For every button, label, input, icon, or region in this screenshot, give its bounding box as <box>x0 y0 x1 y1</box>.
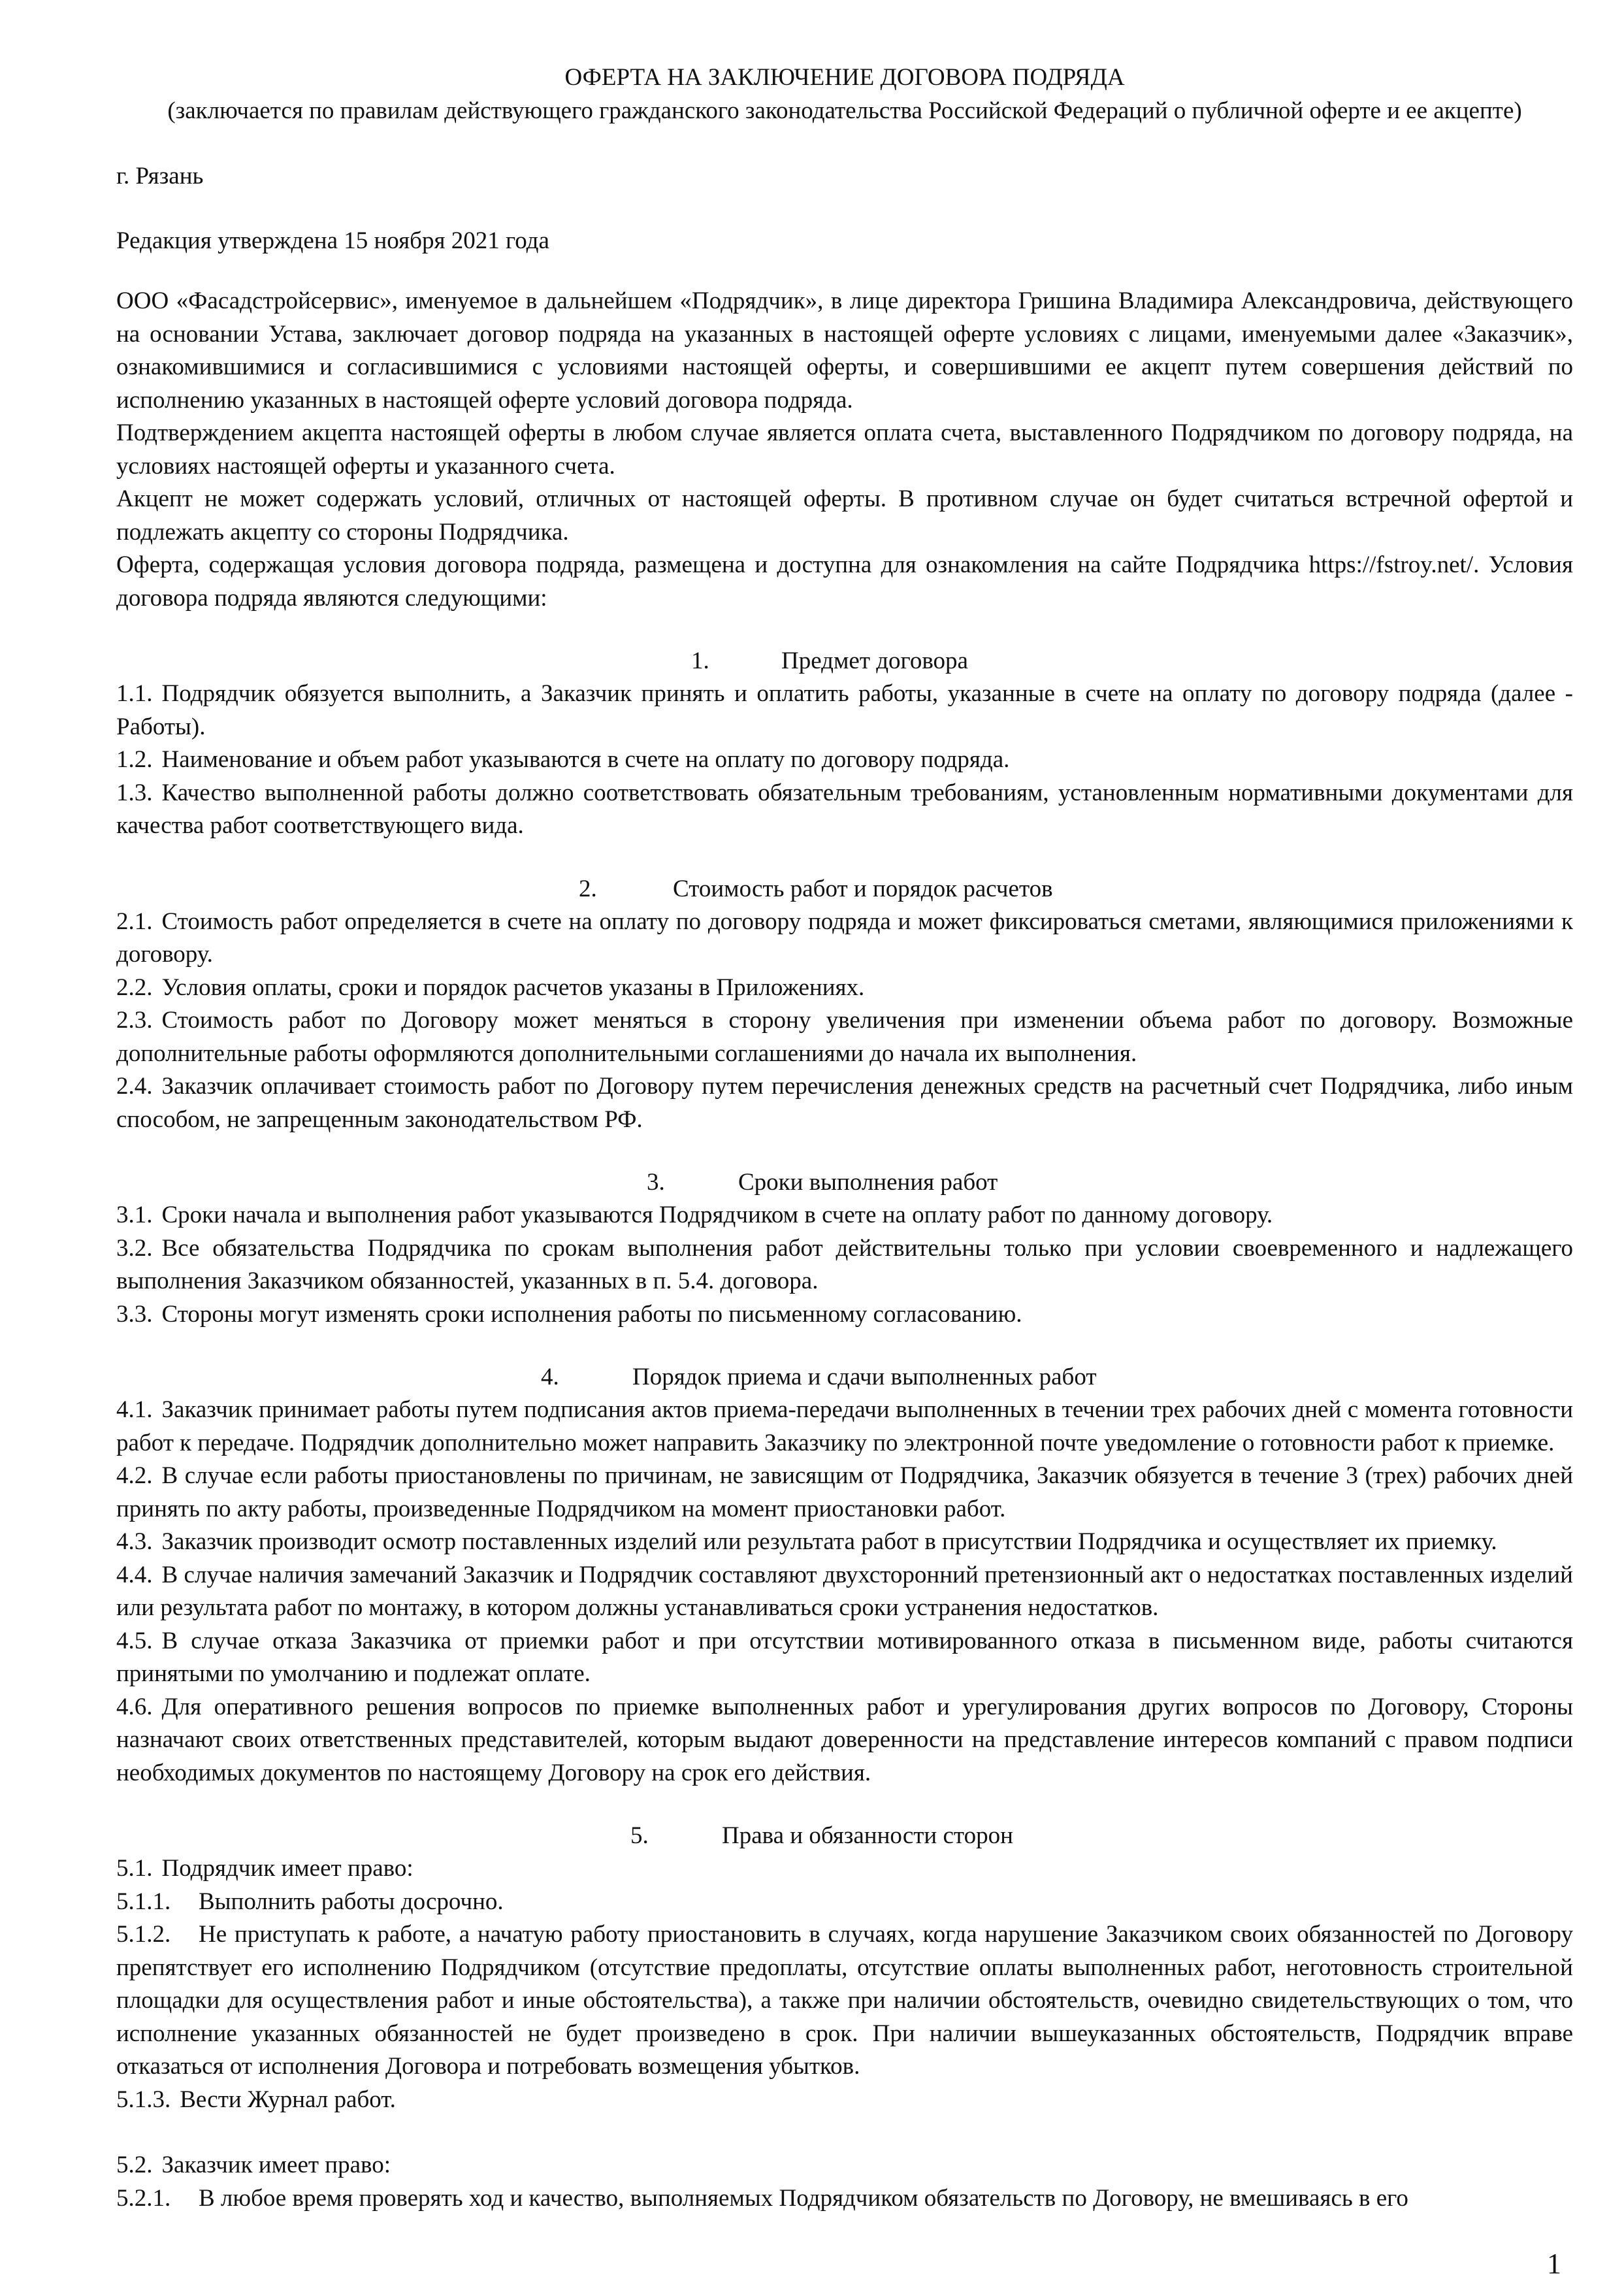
clause <box>116 678 1573 744</box>
clause-text: Заказчик имеет право: <box>161 2152 391 2178</box>
clause-number: 1.1. <box>116 680 153 707</box>
clause-number: 4.3. <box>116 1528 153 1555</box>
clause <box>116 1460 1573 1526</box>
clause-text: Сроки начала и выполнения работ указываются Подрядчиком в счете на оплату работ по данному договору. <box>161 1202 1273 1228</box>
intro-paragraph: ООО «Фасадстройсервис», именуемое в дальнейшем «Подрядчик», в лице директора Гришина Владимира Александровича, действующего на основании Устава, заключает договор подряда на указанных в настоящей оферте условиях с лицами, именуемыми далее «Заказчик», ознакомившимися и согласившимися с условиями настоящей оферты, и совершившими ее акцепт путем совершения действий по исполнению указанных в настоящей оферте условий договора подряда. <box>116 287 1573 414</box>
clause-text: Все обязательства Подрядчика по срокам выполнения работ действительны только при условии своевременного и надлежащего выполнения Заказчиком обязанностей, указанных в п. 5.4. договора. <box>116 1234 1573 1294</box>
section-heading <box>116 1361 1573 1394</box>
clause-number: 1.3. <box>116 779 153 806</box>
page-number: 1 <box>1547 2248 1561 2280</box>
clause-number: 5.1.3. <box>116 2086 171 2113</box>
section-title: Порядок приема и сдачи выполненных работ <box>632 1364 1097 1390</box>
clause-text: Заказчик принимает работы путем подписания актов приема-передачи выполненных в течении трех рабочих дней с момента готовности работ к передаче. Подрядчик дополнительно может направить Заказчику по электронной почте уведомление о готовности работ к приемке. <box>116 1396 1573 1456</box>
section-heading <box>116 1820 1573 1852</box>
clause <box>116 1199 1573 1232</box>
clause-number: 4.5. <box>116 1627 153 1654</box>
clause-number: 3.3. <box>116 1300 153 1328</box>
edition-date: Редакция утверждена 15 ноября 2021 года <box>116 227 549 254</box>
clause-number: 3.1. <box>116 1202 153 1228</box>
clause <box>116 1298 1573 1332</box>
section-title: Стоимость работ и порядок расчетов <box>673 875 1053 902</box>
clause <box>116 1232 1573 1298</box>
clause-text: Подрядчик обязуется выполнить, а Заказчик принять и оплатить работы, указанные в счете на оплату по договору подряда (далее - Работы). <box>116 680 1573 740</box>
clause <box>116 2149 1573 2182</box>
section-title: Предмет договора <box>781 647 968 674</box>
clause-number: 2.4. <box>116 1073 153 1100</box>
clause-number: 4.1. <box>116 1396 153 1423</box>
clause-text: Заказчик оплачивает стоимость работ по Договору путем перечисления денежных средств на расчетный счет Подрядчика, либо иным способом, не запрещенным законодательством РФ. <box>116 1073 1573 1133</box>
clause-number: 3.2. <box>116 1234 153 1262</box>
clause-text: В случае наличия замечаний Заказчик и Подрядчик составляют двухсторонний претензионный акт о недостатках поставленных изделий или результата работ по монтажу, в котором должны устанавливаться сроки устранения недостатков. <box>116 1561 1573 1621</box>
clause-text: Стороны могут изменять сроки исполнения работы по письменному согласованию. <box>161 1300 1022 1328</box>
clause-text: Не приступать к работе, а начатую работу приостановить в случаях, когда нарушение Заказчиком своих обязанностей по Договору препятствует его исполнению Подрядчиком (отсутствие предоплаты, отсутствие оплаты выполненных работ, неготовность строительной площадки для осуществления работ и иные обстоятельства), а также при наличии обстоятельств, очевидно свидетельствующих о том, что исполнение указанных обязанностей не будет произведено в срок. При наличии вышеуказанных обстоятельств, Подрядчик вправе отказаться от исполнения Договора и потребовать возмещения убытков. <box>116 1921 1573 2080</box>
clause <box>116 1918 1573 2084</box>
clause-number: 4.4. <box>116 1561 153 1588</box>
section-number: 2. <box>579 875 597 902</box>
clause-text: Условия оплаты, сроки и порядок расчетов указаны в Приложениях. <box>161 974 865 1001</box>
clause <box>116 2084 1573 2117</box>
clause-text: Вести Журнал работ. <box>180 2086 396 2113</box>
clause <box>116 744 1573 777</box>
clause <box>116 1625 1573 1691</box>
clause <box>116 1559 1573 1625</box>
clause <box>116 1691 1573 1790</box>
clause-text: Стоимость работ определяется в счете на оплату по договору подряда и может фиксироваться сметами, являющимися приложениями к договору. <box>116 908 1573 968</box>
section-heading <box>116 1166 1573 1199</box>
city: г. Рязань <box>116 163 204 189</box>
clause-number: 5.2. <box>116 2152 153 2178</box>
clause-text: Заказчик производит осмотр поставленных изделий или результата работ в присутствии Подрядчика и осуществляет их приемку. <box>161 1528 1497 1555</box>
section-title: Права и обязанности сторон <box>722 1822 1013 1849</box>
clause-number: 2.1. <box>116 908 153 935</box>
clause <box>116 1070 1573 1136</box>
intro-paragraph: Подтверждением акцепта настоящей оферты в любом случае является оплата счета, выставленного Подрядчиком по договору подряда, на условиях настоящей оферты и указанного счета. <box>116 419 1573 480</box>
clause-text: Качество выполненной работы должно соответствовать обязательным требованиям, установленным нормативными документами для качества работ соответствующего вида. <box>116 779 1573 839</box>
clause <box>116 1394 1573 1460</box>
document-subtitle: (заключается по правилам действующего гражданского законодательства Российской Федераций о публичной оферте и ее акцепте) <box>167 97 1522 124</box>
clause-text: В случае если работы приостановлены по причинам, не зависящим от Подрядчика, Заказчик обязуется в течение 3 (трех) рабочих дней принять по акту работы, произведенные Подрядчиком на момент приостановки работ. <box>116 1462 1573 1522</box>
document-title: ОФЕРТА НА ЗАКЛЮЧЕНИЕ ДОГОВОРА ПОДРЯДА <box>564 64 1125 91</box>
section-title: Сроки выполнения работ <box>738 1169 998 1196</box>
section-heading <box>116 645 1573 678</box>
clause <box>116 1004 1573 1070</box>
section-number: 5. <box>630 1822 649 1849</box>
clause-number: 5.2.1. <box>116 2184 171 2212</box>
section-heading <box>116 873 1573 906</box>
clause-text: Наименование и объем работ указываются в счете на оплату по договору подряда. <box>161 746 1010 773</box>
clause <box>116 906 1573 972</box>
clause <box>116 972 1573 1005</box>
clause-text: Подрядчик имеет право: <box>161 1855 414 1882</box>
clause-number: 4.2. <box>116 1462 153 1489</box>
intro-paragraph: Оферта, содержащая условия договора подряда, размещена и доступна для ознакомления на сайте Подрядчика https://fstroy.net/. Условия договора подряда являются следующими: <box>116 551 1573 612</box>
intro-paragraph: Акцепт не может содержать условий, отличных от настоящей оферты. В противном случае он будет считаться встречной офертой и подлежать акцепту со стороны Подрядчика. <box>116 485 1573 546</box>
clause <box>116 1852 1573 1886</box>
document-body <box>116 61 1573 2215</box>
clause-text: В любое время проверять ход и качество, выполняемых Подрядчиком обязательств по Договору, не вмешиваясь в его <box>199 2184 1408 2212</box>
clause <box>116 2182 1573 2216</box>
clause-number: 5.1.2. <box>116 1921 171 1948</box>
clause-text: Выполнить работы досрочно. <box>199 1888 504 1915</box>
clause <box>116 1526 1573 1559</box>
clause-number: 2.3. <box>116 1007 153 1034</box>
clause-number: 5.1. <box>116 1855 153 1882</box>
clause-number: 1.2. <box>116 746 153 773</box>
clause-number: 5.1.1. <box>116 1888 171 1915</box>
clause-text: В случае отказа Заказчика от приемки работ и при отсутствии мотивированного отказа в письменном виде, работы считаются принятыми по умолчанию и подлежат оплате. <box>116 1627 1573 1687</box>
section-number: 4. <box>541 1364 559 1390</box>
clause <box>116 1886 1573 1919</box>
clause-number: 4.6. <box>116 1693 153 1720</box>
clause-text: Стоимость работ по Договору может меняться в сторону увеличения при изменении объема работ по договору. Возможные дополнительные работы оформляются дополнительными соглашениями до начала их выполнения. <box>116 1007 1573 1067</box>
clause-number: 2.2. <box>116 974 153 1001</box>
section-number: 3. <box>647 1169 665 1196</box>
clause-text: Для оперативного решения вопросов по приемке выполненных работ и урегулирования других вопросов по Договору, Стороны назначают своих ответственных представителей, которым выдают доверенности на представление интересов компаний с правом подписи необходимых документов по настоящему Договору на срок его действия. <box>116 1693 1573 1786</box>
clause <box>116 777 1573 843</box>
section-number: 1. <box>691 647 709 674</box>
